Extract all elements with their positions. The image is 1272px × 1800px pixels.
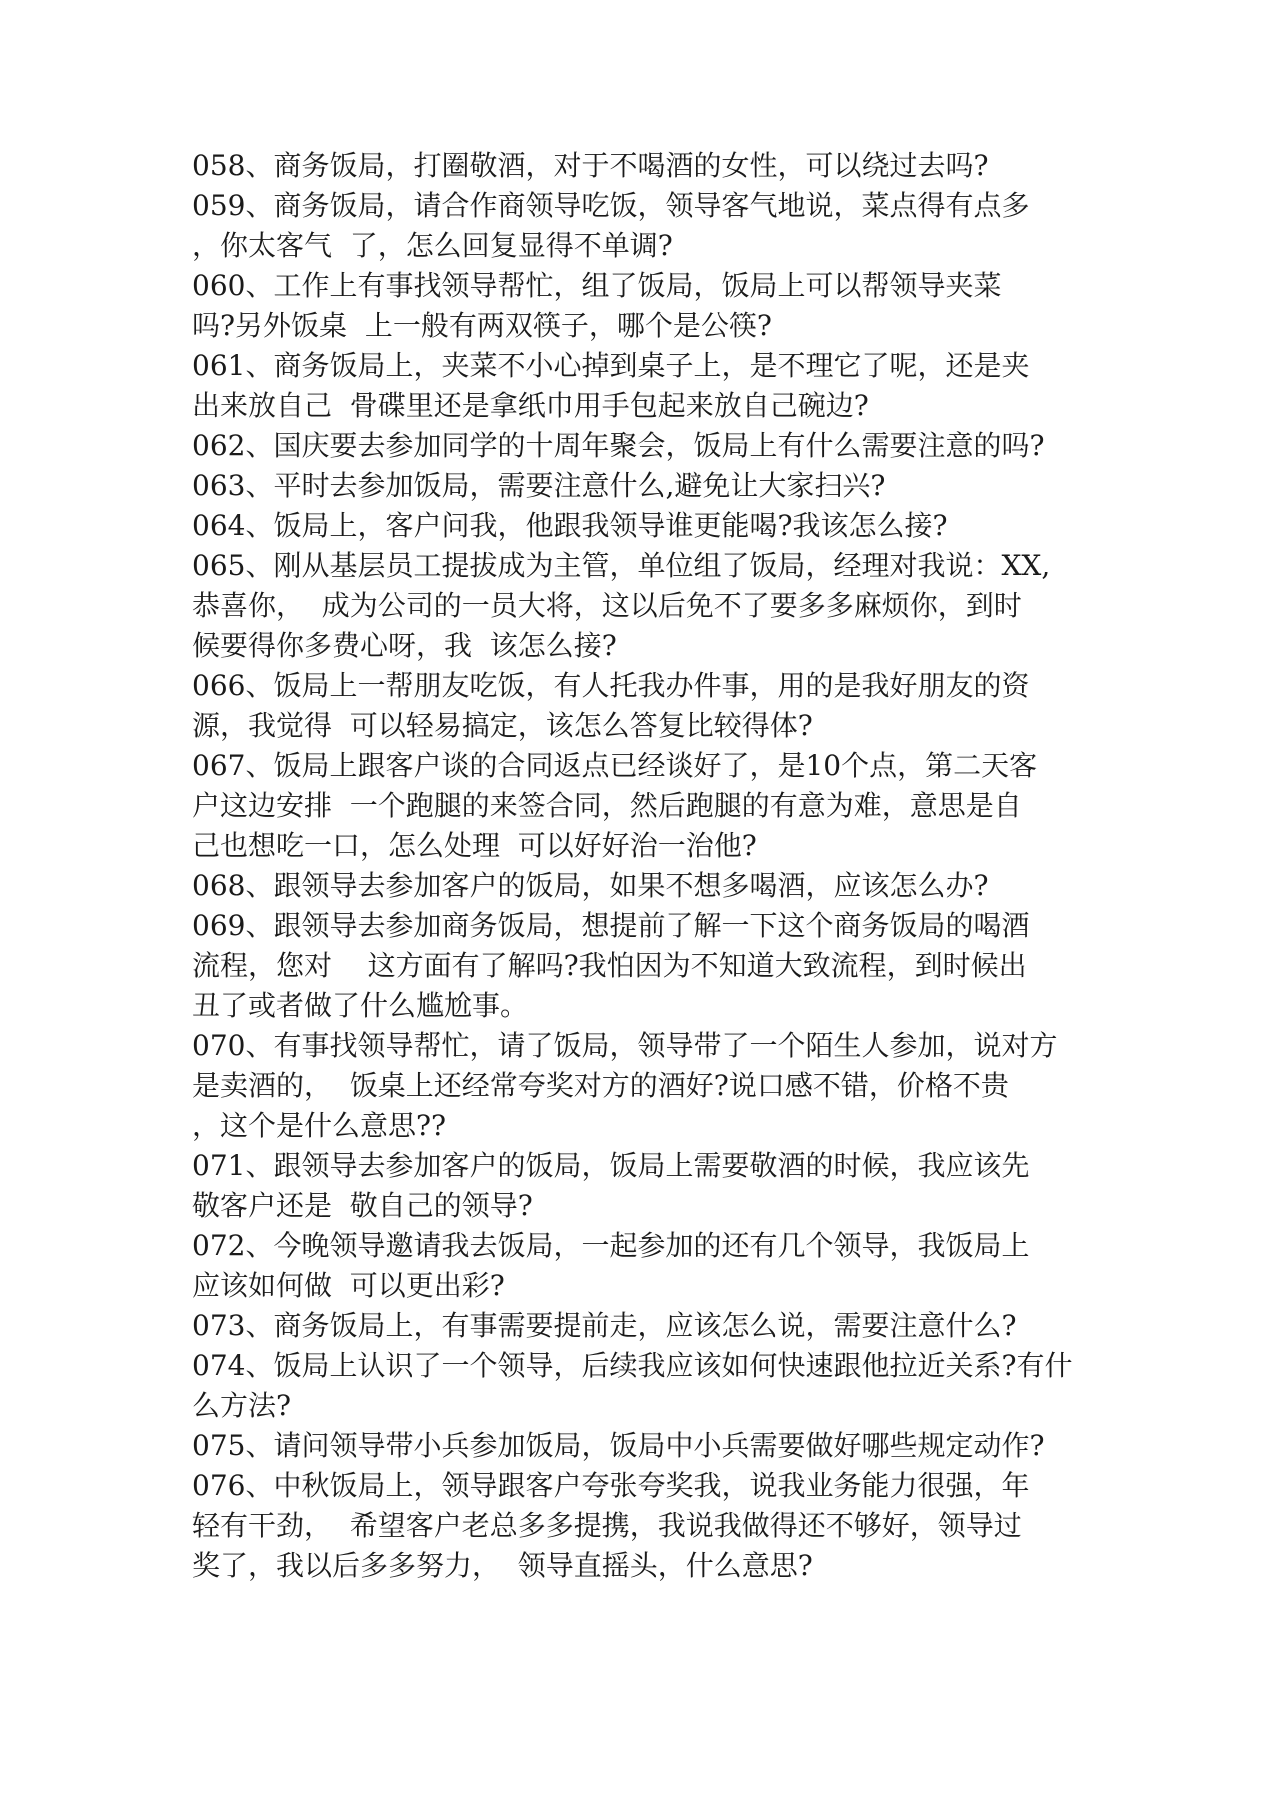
text-line: 己也想吃一口，怎么处理 可以好好治一治他?	[192, 829, 757, 862]
text-line: 候要得你多费心呀，我 该怎么接?	[192, 629, 617, 662]
text-line: 户这边安排 一个跑腿的来签合同，然后跑腿的有意为难，意思是自	[192, 789, 1022, 822]
document-body	[192, 146, 1092, 1586]
text-line: 是卖酒的， 饭桌上还经常夸奖对方的酒好?说口感不错，价格不贵	[192, 1069, 1009, 1102]
text-line: 奖了，我以后多多努力， 领导直摇头，什么意思?	[192, 1549, 813, 1582]
text-line: 059、商务饭局，请合作商领导吃饭，领导客气地说，菜点得有点多	[192, 189, 1030, 222]
text-line: 067、饭局上跟客户谈的合同返点已经谈好了，是10个点，第二天客	[192, 749, 1038, 782]
text-line: 吗?另外饭桌 上一般有两双筷子，哪个是公筷?	[192, 309, 772, 342]
text-line: 072、今晚领导邀请我去饭局，一起参加的还有几个领导，我饭局上	[192, 1229, 1030, 1262]
text-line: 069、跟领导去参加商务饭局，想提前了解一下这个商务饭局的喝酒	[192, 909, 1030, 942]
text-line: 064、饭局上，客户问我，他跟我领导谁更能喝?我该怎么接?	[192, 509, 948, 542]
text-line: 恭喜你， 成为公司的一员大将，这以后免不了要多多麻烦你，到时	[192, 589, 1022, 622]
text-line: 074、饭局上认识了一个领导，后续我应该如何快速跟他拉近关系?有什	[192, 1349, 1073, 1382]
text-line: 065、刚从基层员工提拔成为主管，单位组了饭局，经理对我说：XX,	[192, 549, 1051, 582]
text-line: 敬客户还是 敬自己的领导?	[192, 1189, 533, 1222]
text-line: 061、商务饭局上，夹菜不小心掉到桌子上，是不理它了呢，还是夹	[192, 349, 1030, 382]
text-line: 出来放自己 骨碟里还是拿纸巾用手包起来放自己碗边?	[192, 389, 869, 422]
text-line: 流程，您对 这方面有了解吗?我怕因为不知道大致流程，到时候出	[192, 949, 1027, 982]
text-line: 060、工作上有事找领导帮忙，组了饭局，饭局上可以帮领导夹菜	[192, 269, 1002, 302]
text-line: 063、平时去参加饭局，需要注意什么,避免让大家扫兴?	[192, 469, 886, 502]
text-line: 丑了或者做了什么尴尬事。	[192, 989, 529, 1022]
text-line: 070、有事找领导帮忙，请了饭局，领导带了一个陌生人参加，说对方	[192, 1029, 1058, 1062]
text-line: 066、饭局上一帮朋友吃饭，有人托我办件事，用的是我好朋友的资	[192, 669, 1030, 702]
text-line: 075、请问领导带小兵参加饭局，饭局中小兵需要做好哪些规定动作?	[192, 1429, 1045, 1462]
text-line: 068、跟领导去参加客户的饭局，如果不想多喝酒，应该怎么办?	[192, 869, 989, 902]
text-line: ，你太客气 了，怎么回复显得不单调?	[192, 229, 673, 262]
text-line: 073、商务饭局上，有事需要提前走，应该怎么说，需要注意什么?	[192, 1309, 1017, 1342]
text-line: 么方法?	[192, 1389, 292, 1422]
text-line: 076、中秋饭局上，领导跟客户夸张夸奖我，说我业务能力很强，年	[192, 1469, 1030, 1502]
text-line: 062、国庆要去参加同学的十周年聚会，饭局上有什么需要注意的吗?	[192, 429, 1045, 462]
text-line: 轻有干劲， 希望客户老总多多提携，我说我做得还不够好，领导过	[192, 1509, 1022, 1542]
text-line: 源，我觉得 可以轻易搞定，该怎么答复比较得体?	[192, 709, 813, 742]
text-line: 071、跟领导去参加客户的饭局，饭局上需要敬酒的时候，我应该先	[192, 1149, 1030, 1182]
text-line: 058、商务饭局，打圈敬酒，对于不喝酒的女性，可以绕过去吗?	[192, 149, 989, 182]
text-line: ，这个是什么意思??	[192, 1109, 447, 1142]
text-line: 应该如何做 可以更出彩?	[192, 1269, 505, 1302]
